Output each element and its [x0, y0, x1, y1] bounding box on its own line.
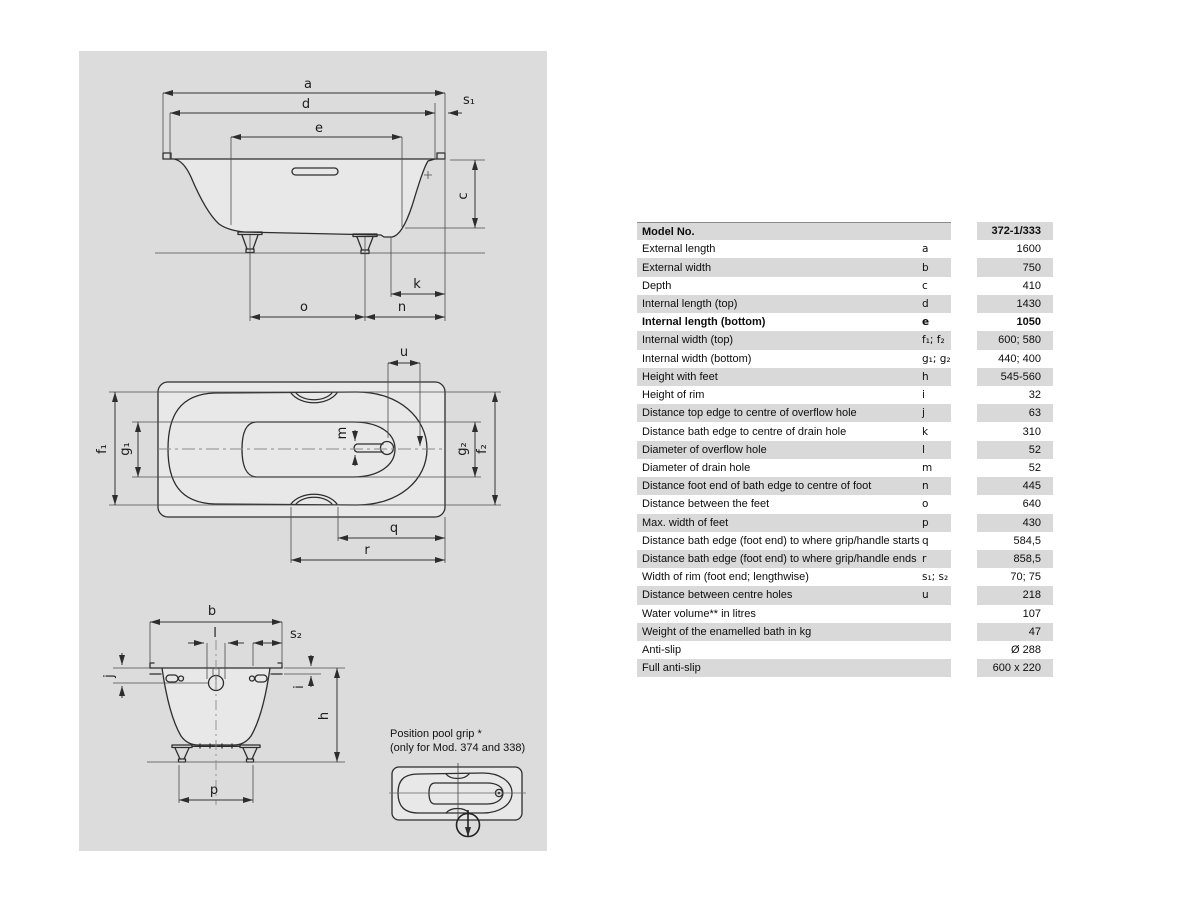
dim-label-i: i — [292, 685, 307, 689]
spec-letter: e — [922, 316, 930, 329]
spec-value: 1600 — [1016, 243, 1041, 256]
dim-label-l: l — [213, 626, 217, 641]
spec-table-body — [637, 240, 1053, 677]
dim-label-n: n — [397, 300, 407, 315]
spec-letter: k — [922, 425, 929, 438]
spec-label: Internal length (top) — [642, 297, 738, 310]
spec-value: 440; 400 — [998, 352, 1041, 365]
spec-label: Distance between the feet — [642, 498, 770, 511]
spec-value: 32 — [1028, 389, 1041, 402]
spec-label: Width of rim (foot end; lengthwise) — [642, 571, 809, 584]
dim-label-h: h — [317, 711, 332, 721]
spec-label: Internal width (top) — [642, 334, 734, 347]
spec-letter: a — [922, 243, 929, 256]
spec-letter: n — [922, 480, 929, 493]
dim-label-r: r — [364, 543, 370, 558]
spec-letter: j — [922, 407, 925, 420]
dim-label-f1: f₁ — [95, 444, 110, 454]
overflow-mark — [424, 171, 432, 179]
feet-side — [238, 232, 377, 254]
dim-label-g1: g₁ — [118, 442, 133, 456]
spec-label: Model No. — [642, 225, 695, 238]
table-row — [637, 404, 1053, 422]
table-row — [637, 331, 1053, 349]
spec-label: Distance bath edge (foot end) to where grip/handle ends — [642, 553, 917, 566]
spec-value: 600 x 220 — [977, 659, 1053, 677]
spec-letter: b — [922, 261, 929, 274]
table-row — [637, 459, 1053, 477]
model-number: 372-1/333 — [977, 222, 1053, 240]
spec-value: 52 — [977, 441, 1053, 459]
tub-side-outline — [163, 153, 445, 237]
table-row — [637, 550, 1053, 568]
spec-value: 63 — [977, 404, 1053, 422]
spec-value: 107 — [1022, 607, 1041, 620]
table-row — [637, 240, 1053, 258]
dim-label-c: c — [456, 192, 471, 200]
spec-value: 600; 580 — [977, 331, 1053, 349]
dim-label-s1: s₁ — [463, 93, 475, 108]
dim-label-f2: f₂ — [475, 444, 490, 454]
spec-label: Internal length (bottom) — [642, 316, 766, 329]
dim-label-k: k — [413, 277, 421, 292]
table-row — [637, 514, 1053, 532]
spec-label: Distance between centre holes — [642, 589, 793, 602]
pool-grip-note-line1: Position pool grip * — [390, 728, 482, 740]
table-row — [637, 586, 1053, 604]
spec-letter: q — [922, 534, 929, 547]
pool-grip-diagram — [385, 725, 545, 849]
spec-value: 410 — [1022, 279, 1041, 292]
spec-label: Anti-slip — [642, 644, 682, 657]
spec-letter: g₁; g₂ — [922, 352, 951, 365]
dim-label-q: q — [389, 521, 399, 536]
spec-label: Depth — [642, 279, 672, 292]
dim-label-b: b — [207, 604, 217, 619]
plan-view-diagram — [95, 345, 515, 580]
table-row — [637, 368, 1053, 386]
table-row — [637, 659, 1053, 677]
spec-letter: u — [922, 589, 929, 602]
spec-label: Weight of the enamelled bath in kg — [642, 625, 812, 638]
spec-letter: d — [922, 297, 929, 310]
spec-label: Distance top edge to centre of overflow hole — [642, 407, 857, 420]
spec-value: 70; 75 — [1010, 571, 1041, 584]
table-row — [637, 258, 1053, 276]
table-row — [637, 277, 1053, 295]
spec-value: 1430 — [977, 295, 1053, 313]
spec-letter: r — [922, 553, 927, 566]
spec-letter: m — [922, 461, 933, 474]
spec-value: 858,5 — [977, 550, 1053, 568]
table-row — [637, 641, 1053, 659]
table-row — [637, 568, 1053, 586]
spec-value: 584,5 — [1013, 534, 1041, 547]
table-row — [637, 605, 1053, 623]
spec-label: Distance foot end of bath edge to centre of foot — [642, 480, 872, 493]
dim-label-s2: s₂ — [290, 627, 302, 642]
spec-letter: o — [922, 498, 929, 511]
spec-letter: c — [922, 279, 928, 292]
side-view-diagram — [95, 65, 515, 330]
spec-label: Internal width (bottom) — [642, 352, 752, 365]
table-row — [637, 532, 1053, 550]
mini-tub-plan — [389, 763, 526, 820]
spec-value: 1050 — [1016, 316, 1041, 329]
spec-letter: p — [922, 516, 929, 529]
spec-label: Diameter of overflow hole — [642, 443, 767, 456]
spec-letter: i — [922, 389, 925, 402]
spec-label: Full anti-slip — [642, 662, 701, 675]
dim-label-d: d — [301, 97, 311, 112]
spec-letter: h — [922, 370, 929, 383]
spec-letter: l — [922, 443, 925, 456]
table-row — [637, 477, 1053, 495]
spec-letter: f₁; f₂ — [922, 334, 945, 347]
spec-value: 47 — [977, 623, 1053, 641]
table-header-row — [637, 222, 1053, 240]
table-row — [637, 422, 1053, 440]
spec-label: Height of rim — [642, 389, 705, 402]
table-row — [637, 313, 1053, 331]
table-row — [637, 495, 1053, 513]
table-row — [637, 441, 1053, 459]
pool-grip-note-line2: (only for Mod. 374 and 338) — [390, 742, 526, 754]
spec-value: 430 — [977, 514, 1053, 532]
spec-value: 640 — [1022, 498, 1041, 511]
spec-value: 545-560 — [977, 368, 1053, 386]
spec-value: 445 — [977, 477, 1053, 495]
spec-label: Distance bath edge (foot end) to where grip/handle starts — [642, 534, 920, 547]
table-row — [637, 350, 1053, 368]
dim-label-j: j — [102, 674, 117, 678]
dim-label-g2: g₂ — [455, 442, 470, 456]
table-row — [637, 295, 1053, 313]
dim-label-m: m — [335, 426, 350, 440]
tub-plan-outline — [158, 382, 445, 517]
spec-label: Max. width of feet — [642, 516, 729, 529]
spec-label: External width — [642, 261, 712, 274]
table-row — [637, 386, 1053, 404]
spec-value: 218 — [977, 586, 1053, 604]
dim-label-o: o — [300, 300, 308, 315]
spec-letter: s₁; s₂ — [922, 571, 949, 584]
spec-label: Height with feet — [642, 370, 718, 383]
spec-value: 310 — [1022, 425, 1041, 438]
dim-label-p: p — [209, 783, 219, 798]
table-row — [637, 623, 1053, 641]
dim-label-u: u — [399, 345, 409, 360]
dim-label-a: a — [304, 77, 312, 92]
spec-label: Distance bath edge to centre of drain hole — [642, 425, 847, 438]
spec-value: Ø 288 — [1011, 644, 1041, 657]
spec-label: Water volume** in litres — [642, 607, 756, 620]
spec-label: Diameter of drain hole — [642, 461, 751, 474]
spec-table — [637, 222, 1053, 677]
dim-label-e: e — [315, 121, 323, 136]
spec-value: 52 — [1028, 461, 1041, 474]
end-view-diagram — [95, 600, 395, 840]
spec-value: 750 — [977, 258, 1053, 276]
spec-label: External length — [642, 243, 716, 256]
